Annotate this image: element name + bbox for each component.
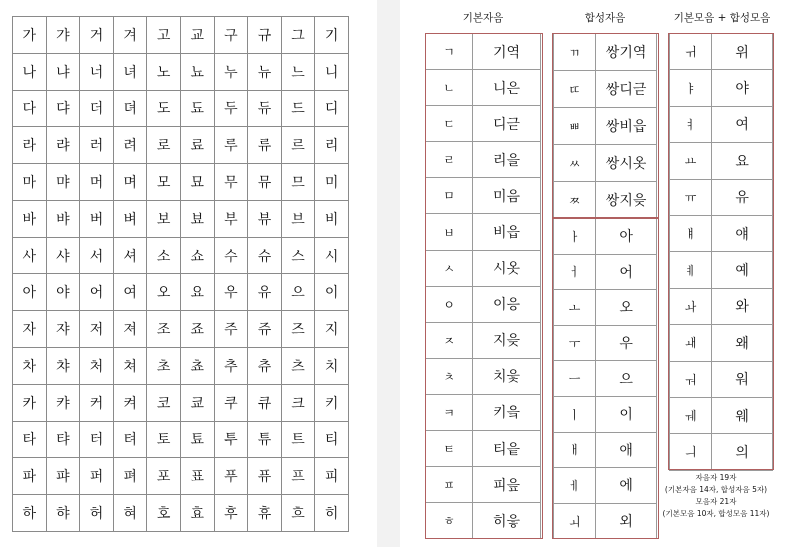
syllable-cell: 치: [315, 348, 349, 385]
jamo-letter: ㅈ: [426, 322, 473, 358]
jamo-letter: ㅅ: [426, 250, 473, 286]
vowel-syllable: 요: [712, 143, 773, 179]
syllable-cell: 처: [80, 348, 114, 385]
vowel-syllable: 애: [596, 432, 657, 468]
syllable-cell: 누: [214, 53, 248, 90]
jamo-letter: ㄲ: [554, 34, 596, 71]
syllable-cell: 려: [113, 127, 147, 164]
syllable-cell: 쳐: [113, 348, 147, 385]
syllable-cell: 기: [315, 17, 349, 54]
summary-consonant-detail: (기본자음 14자, 합성자음 5자): [664, 485, 768, 494]
vowel-syllable: 얘: [712, 215, 773, 251]
syllable-cell: 툐: [180, 421, 214, 458]
syllable-cell: 챠: [46, 348, 80, 385]
jamo-name: 지읒: [473, 322, 541, 358]
syllable-cell: 노: [147, 53, 181, 90]
vowel-syllable: 오: [596, 290, 657, 326]
basic-consonant-table: [425, 33, 541, 539]
jamo-letter: ㅇ: [426, 286, 473, 322]
jamo-row: [670, 70, 773, 106]
syllable-cell: 르: [281, 127, 315, 164]
syllable-row: [13, 495, 349, 532]
syllable-cell: 토: [147, 421, 181, 458]
jamo-row: [426, 431, 541, 467]
vowel-syllable: 이: [596, 396, 657, 432]
jamo-name: 치읓: [473, 358, 541, 394]
syllable-cell: 사: [13, 237, 47, 274]
syllable-cell: 드: [281, 90, 315, 127]
jamo-row: [426, 142, 541, 178]
syllable-cell: 카: [13, 384, 47, 421]
jamo-letter: ㅍ: [426, 467, 473, 503]
vowel-letter: ㅘ: [670, 288, 712, 324]
syllable-cell: 차: [13, 348, 47, 385]
syllable-cell: 벼: [113, 200, 147, 237]
syllable-row: [13, 311, 349, 348]
syllable-cell: 버: [80, 200, 114, 237]
jamo-name: 쌍지읒: [596, 182, 657, 219]
syllable-cell: 코: [147, 384, 181, 421]
syllable-cell: 저: [80, 311, 114, 348]
syllable-cell: 며: [113, 164, 147, 201]
syllable-row: [13, 127, 349, 164]
syllable-cell: 져: [113, 311, 147, 348]
syllable-cell: 브: [281, 200, 315, 237]
syllable-cell: 무: [214, 164, 248, 201]
syllable-cell: 호: [147, 495, 181, 532]
jamo-letter: ㅁ: [426, 178, 473, 214]
syllable-cell: 터: [80, 421, 114, 458]
jamo-row: [554, 34, 657, 71]
syllable-cell: 료: [180, 127, 214, 164]
jamo-row: [554, 219, 657, 255]
jamo-name: 리을: [473, 142, 541, 178]
syllable-cell: 뷰: [248, 200, 282, 237]
syllable-cell: 지: [315, 311, 349, 348]
syllable-cell: 랴: [46, 127, 80, 164]
jamo-row: [554, 503, 657, 539]
syllable-cell: 죠: [180, 311, 214, 348]
syllable-cell: 다: [13, 90, 47, 127]
syllable-cell: 퓨: [248, 458, 282, 495]
syllable-cell: 혀: [113, 495, 147, 532]
syllable-cell: 즈: [281, 311, 315, 348]
jamo-row: [426, 394, 541, 430]
syllable-cell: 키: [315, 384, 349, 421]
vowel-letter: ㅣ: [554, 396, 596, 432]
syllable-row: [13, 348, 349, 385]
jamo-name: 피읖: [473, 467, 541, 503]
summary-consonant-count: 자음자 19자: [695, 473, 737, 482]
jamo-row: [554, 396, 657, 432]
jamo-row: [426, 322, 541, 358]
jamo-letter: ㅌ: [426, 431, 473, 467]
jamo-name: 쌍디귿: [596, 71, 657, 108]
syllable-cell: 뉴: [248, 53, 282, 90]
syllable-cell: 수: [214, 237, 248, 274]
syllable-cell: 쇼: [180, 237, 214, 274]
jamo-letter: ㄷ: [426, 106, 473, 142]
syllable-cell: 교: [180, 17, 214, 54]
syllable-cell: 켜: [113, 384, 147, 421]
syllable-cell: 뱌: [46, 200, 80, 237]
syllable-cell: 부: [214, 200, 248, 237]
syllable-cell: 냐: [46, 53, 80, 90]
syllable-cell: 뮤: [248, 164, 282, 201]
jamo-letter: ㅉ: [554, 182, 596, 219]
vowel-syllable: 워: [712, 361, 773, 397]
syllable-cell: 쟈: [46, 311, 80, 348]
syllable-cell: 뵤: [180, 200, 214, 237]
syllable-cell: 히: [315, 495, 349, 532]
jamo-row: [670, 215, 773, 251]
syllable-cell: 듀: [248, 90, 282, 127]
syllable-cell: 튜: [248, 421, 282, 458]
syllable-cell: 바: [13, 200, 47, 237]
syllable-cell: 라: [13, 127, 47, 164]
summary-vowel-count: 모음자 21자: [695, 497, 737, 506]
vowel-letter: ㅛ: [670, 143, 712, 179]
syllable-cell: 스: [281, 237, 315, 274]
syllable-cell: 타: [13, 421, 47, 458]
syllable-cell: 보: [147, 200, 181, 237]
jamo-name: 쌍시옷: [596, 145, 657, 182]
syllable-cell: 규: [248, 17, 282, 54]
vowel-syllable: 아: [596, 219, 657, 255]
vowel-syllable: 예: [712, 252, 773, 288]
syllable-cell: 투: [214, 421, 248, 458]
jamo-row: [426, 70, 541, 106]
jamo-row: [670, 106, 773, 142]
vowel-syllable: 위: [712, 34, 773, 70]
jamo-name: 디귿: [473, 106, 541, 142]
syllable-cell: 퍼: [80, 458, 114, 495]
syllable-cell: 먀: [46, 164, 80, 201]
syllable-cell: 여: [113, 274, 147, 311]
vowel-letter: ㅏ: [554, 219, 596, 255]
jamo-row: [426, 286, 541, 322]
vowel-syllable: 왜: [712, 325, 773, 361]
syllable-cell: 파: [13, 458, 47, 495]
syllable-cell: 햐: [46, 495, 80, 532]
syllable-cell: 서: [80, 237, 114, 274]
jamo-name: 니은: [473, 70, 541, 106]
syllable-cell: 뇨: [180, 53, 214, 90]
jamo-row: [554, 254, 657, 290]
syllable-row: [13, 274, 349, 311]
jamo-row: [554, 145, 657, 182]
jamo-name: 히읗: [473, 503, 541, 539]
syllable-cell: 시: [315, 237, 349, 274]
jamo-row: [670, 143, 773, 179]
syllable-cell: 모: [147, 164, 181, 201]
syllable-cell: 나: [13, 53, 47, 90]
jamo-name: 쌍비읍: [596, 108, 657, 145]
syllable-cell: 휴: [248, 495, 282, 532]
jamo-name: 티읕: [473, 431, 541, 467]
double-consonant-table: [553, 33, 657, 219]
syllable-cell: 댜: [46, 90, 80, 127]
vowel-syllable: 에: [596, 468, 657, 504]
syllable-cell: 조: [147, 311, 181, 348]
jamo-name: 미음: [473, 178, 541, 214]
vowel-letter: ㅚ: [554, 503, 596, 539]
vowel-syllable: 유: [712, 179, 773, 215]
syllable-cell: 디: [315, 90, 349, 127]
syllable-cell: 추: [214, 348, 248, 385]
jamo-row: [426, 214, 541, 250]
syllable-cell: 효: [180, 495, 214, 532]
jamo-row: [426, 250, 541, 286]
syllable-cell: 우: [214, 274, 248, 311]
vowel-letter: ㅟ: [670, 34, 712, 70]
syllable-cell: 오: [147, 274, 181, 311]
syllable-cell: 어: [80, 274, 114, 311]
jamo-row: [426, 178, 541, 214]
jamo-letter: ㅃ: [554, 108, 596, 145]
vowel-letter: ㅙ: [670, 325, 712, 361]
syllable-cell: 퍄: [46, 458, 80, 495]
jamo-letter: ㄱ: [426, 34, 473, 70]
syllable-cell: 아: [13, 274, 47, 311]
vowel-letter: ㅞ: [670, 397, 712, 433]
jamo-name: 키읔: [473, 394, 541, 430]
syllable-cell: 므: [281, 164, 315, 201]
jamo-row: [554, 108, 657, 145]
syllable-cell: 두: [214, 90, 248, 127]
syllable-cell: 더: [80, 90, 114, 127]
vowel-syllable: 여: [712, 106, 773, 142]
jamo-letter: ㅋ: [426, 394, 473, 430]
jamo-row: [670, 325, 773, 361]
page-gap: [377, 0, 400, 547]
vowel-letter: ㅒ: [670, 215, 712, 251]
header-vowels: 기본모음 + 합성모음: [673, 12, 771, 24]
summary-note: [658, 472, 774, 520]
jamo-row: [670, 397, 773, 433]
syllable-cell: 쿠: [214, 384, 248, 421]
syllable-row: [13, 90, 349, 127]
jamo-name: 비읍: [473, 214, 541, 250]
syllable-cell: 비: [315, 200, 349, 237]
syllable-cell: 캬: [46, 384, 80, 421]
jamo-row: [670, 288, 773, 324]
syllable-cell: 커: [80, 384, 114, 421]
syllable-cell: 샤: [46, 237, 80, 274]
syllable-cell: 큐: [248, 384, 282, 421]
syllable-table: [12, 16, 349, 532]
syllable-cell: 초: [147, 348, 181, 385]
vowel-syllable: 우: [596, 325, 657, 361]
syllable-cell: 펴: [113, 458, 147, 495]
syllable-cell: 로: [147, 127, 181, 164]
vowel-letter: ㅜ: [554, 325, 596, 361]
jamo-row: [554, 325, 657, 361]
syllable-row: [13, 458, 349, 495]
jamo-row: [670, 434, 773, 470]
syllable-cell: 루: [214, 127, 248, 164]
syllable-cell: 가: [13, 17, 47, 54]
syllable-row: [13, 237, 349, 274]
jamo-row: [426, 34, 541, 70]
syllable-cell: 후: [214, 495, 248, 532]
jamo-row: [670, 179, 773, 215]
jamo-row: [554, 468, 657, 504]
syllable-row: [13, 164, 349, 201]
jamo-letter: ㅎ: [426, 503, 473, 539]
vowel-letter: ㅕ: [670, 106, 712, 142]
syllable-row: [13, 53, 349, 90]
vowel-letter: ㅡ: [554, 361, 596, 397]
right-vowel-table: [669, 33, 773, 471]
jamo-row: [426, 358, 541, 394]
syllable-cell: 슈: [248, 237, 282, 274]
vowel-letter: ㅑ: [670, 70, 712, 106]
syllable-cell: 류: [248, 127, 282, 164]
vowel-letter: ㅓ: [554, 254, 596, 290]
syllable-cell: 됴: [180, 90, 214, 127]
syllable-cell: 트: [281, 421, 315, 458]
jamo-row: [554, 432, 657, 468]
syllable-cell: 흐: [281, 495, 315, 532]
syllable-row: [13, 384, 349, 421]
syllable-cell: 쥬: [248, 311, 282, 348]
jamo-row: [670, 34, 773, 70]
middle-vowel-table: [553, 218, 657, 539]
vowel-syllable: 의: [712, 434, 773, 470]
vowel-letter: ㅠ: [670, 179, 712, 215]
syllable-cell: 표: [180, 458, 214, 495]
syllable-cell: 도: [147, 90, 181, 127]
syllable-cell: 니: [315, 53, 349, 90]
jamo-row: [554, 290, 657, 326]
syllable-cell: 갸: [46, 17, 80, 54]
syllable-cell: 쿄: [180, 384, 214, 421]
jamo-letter: ㄴ: [426, 70, 473, 106]
vowel-letter: ㅢ: [670, 434, 712, 470]
vowel-letter: ㅐ: [554, 432, 596, 468]
vowel-letter: ㅗ: [554, 290, 596, 326]
vowel-syllable: 으: [596, 361, 657, 397]
syllable-cell: 녀: [113, 53, 147, 90]
vowel-letter: ㅔ: [554, 468, 596, 504]
syllable-cell: 자: [13, 311, 47, 348]
syllable-cell: 그: [281, 17, 315, 54]
jamo-letter: ㄹ: [426, 142, 473, 178]
syllable-cell: 리: [315, 127, 349, 164]
syllable-row: [13, 200, 349, 237]
syllable-cell: 셔: [113, 237, 147, 274]
jamo-row: [426, 503, 541, 539]
syllable-cell: 묘: [180, 164, 214, 201]
header-double-consonants: 합성자음: [584, 12, 626, 24]
syllable-cell: 허: [80, 495, 114, 532]
syllable-cell: 이: [315, 274, 349, 311]
syllable-cell: 티: [315, 421, 349, 458]
syllable-cell: 고: [147, 17, 181, 54]
syllable-cell: 하: [13, 495, 47, 532]
jamo-row: [670, 252, 773, 288]
jamo-letter: ㄸ: [554, 71, 596, 108]
jamo-row: [426, 467, 541, 503]
vowel-syllable: 외: [596, 503, 657, 539]
syllable-cell: 구: [214, 17, 248, 54]
jamo-letter: ㅊ: [426, 358, 473, 394]
syllable-cell: 포: [147, 458, 181, 495]
vowel-letter: ㅖ: [670, 252, 712, 288]
syllable-cell: 피: [315, 458, 349, 495]
syllable-cell: 러: [80, 127, 114, 164]
syllable-cell: 겨: [113, 17, 147, 54]
syllable-cell: 미: [315, 164, 349, 201]
jamo-row: [554, 361, 657, 397]
jamo-row: [670, 361, 773, 397]
syllable-row: [13, 17, 349, 54]
jamo-row: [554, 182, 657, 219]
syllable-cell: 프: [281, 458, 315, 495]
syllable-cell: 야: [46, 274, 80, 311]
syllable-cell: 마: [13, 164, 47, 201]
syllable-cell: 유: [248, 274, 282, 311]
vowel-letter: ㅝ: [670, 361, 712, 397]
vowel-syllable: 와: [712, 288, 773, 324]
syllable-cell: 츄: [248, 348, 282, 385]
syllable-cell: 탸: [46, 421, 80, 458]
jamo-name: 이응: [473, 286, 541, 322]
syllable-cell: 소: [147, 237, 181, 274]
jamo-name: 시옷: [473, 250, 541, 286]
jamo-name: 기역: [473, 34, 541, 70]
syllable-row: [13, 421, 349, 458]
jamo-name: 쌍기역: [596, 34, 657, 71]
jamo-row: [554, 71, 657, 108]
syllable-cell: 크: [281, 384, 315, 421]
summary-vowel-detail: (기본모음 10자, 합성모음 11자): [662, 509, 770, 518]
vowel-syllable: 야: [712, 70, 773, 106]
vowel-syllable: 웨: [712, 397, 773, 433]
syllable-cell: 뎌: [113, 90, 147, 127]
syllable-cell: 느: [281, 53, 315, 90]
header-basic-consonants: 기본자음: [462, 12, 504, 24]
vowel-syllable: 어: [596, 254, 657, 290]
syllable-cell: 머: [80, 164, 114, 201]
jamo-letter: ㅆ: [554, 145, 596, 182]
syllable-cell: 쵸: [180, 348, 214, 385]
syllable-cell: 거: [80, 17, 114, 54]
jamo-row: [426, 106, 541, 142]
syllable-cell: 으: [281, 274, 315, 311]
syllable-cell: 푸: [214, 458, 248, 495]
syllable-cell: 츠: [281, 348, 315, 385]
syllable-cell: 주: [214, 311, 248, 348]
syllable-cell: 텨: [113, 421, 147, 458]
syllable-cell: 요: [180, 274, 214, 311]
jamo-letter: ㅂ: [426, 214, 473, 250]
syllable-cell: 너: [80, 53, 114, 90]
